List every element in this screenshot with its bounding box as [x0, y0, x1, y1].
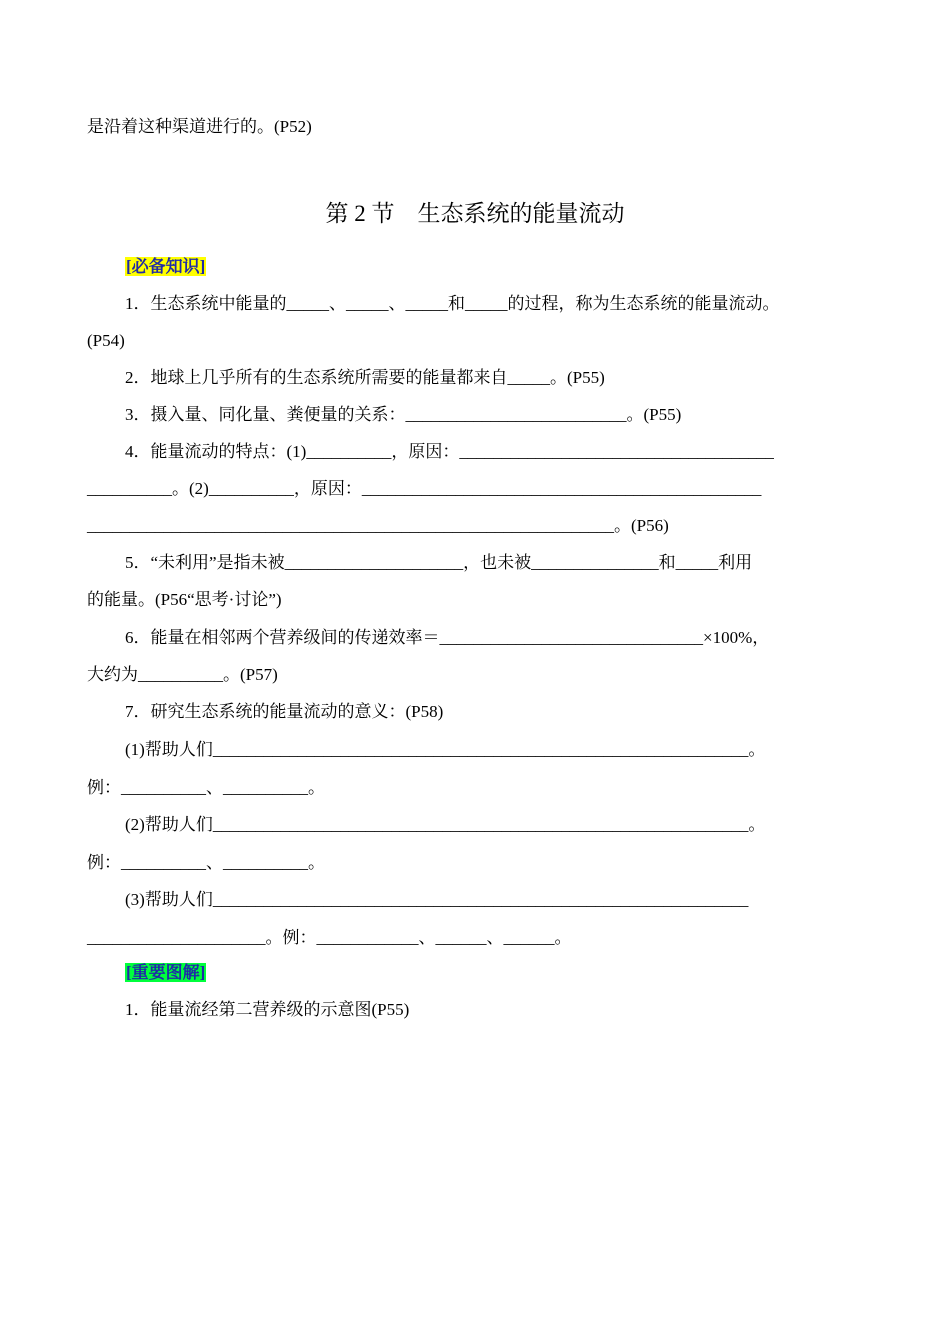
question-4-line-2: __________。(2)__________，原因：_______________________________________________ [87, 479, 762, 498]
question-1-line: 1．生态系统中能量的_____、_____、_____和_____的过程，称为生态系统的能量流动。 [125, 294, 780, 313]
question-1-ref: (P54) [87, 331, 125, 350]
question-2-line: 2．地球上几乎所有的生态系统所需要的能量都来自_____。(P55) [125, 368, 605, 387]
question-5-line-1: 5．“未利用”是指未被_____________________，也未被_______________和_____利用 [125, 553, 753, 572]
question-7-item-2-example: 例：__________、__________。 [87, 853, 325, 872]
question-4-line-1: 4．能量流动的特点：(1)__________，原因：_____________________________________ [125, 442, 774, 461]
question-6-line-1: 6．能量在相邻两个营养级间的传递效率＝_______________________________×100%， [125, 628, 770, 647]
question-7-item-3-example: _____________________。例：____________、______、______。 [87, 928, 572, 947]
section-title: 第 2 节 生态系统的能量流动 [325, 201, 625, 226]
diagram-1-caption: 1．能量流经第二营养级的示意图(P55) [125, 1000, 410, 1019]
key-diagram-heading [125, 961, 877, 985]
question-6-line-2: 大约为__________。(P57) [87, 665, 278, 684]
question-7-item-1: (1)帮助人们_______________________________________________________________。 [125, 740, 766, 759]
question-7-item-3: (3)帮助人们_______________________________________________________________ [125, 890, 749, 909]
question-3-line: 3．摄入量、同化量、粪便量的关系：__________________________。(P55) [125, 405, 682, 424]
question-7-item-1-example: 例：__________、__________。 [87, 778, 325, 797]
essential-knowledge-tag: [必备知识] [126, 257, 206, 276]
essential-knowledge-heading [125, 255, 877, 279]
question-5-line-2: 的能量。(P56“思考·讨论”) [87, 590, 282, 609]
key-diagram-tag: [重要图解] [126, 963, 206, 982]
question-7-item-2: (2)帮助人们_______________________________________________________________。 [125, 815, 766, 834]
question-4-line-3: ______________________________________________________________。(P56) [87, 516, 669, 535]
question-7-line: 7．研究生态系统的能量流动的意义：(P58) [125, 702, 444, 721]
continued-text-line: 是沿着这种渠道进行的。(P52) [87, 117, 312, 136]
